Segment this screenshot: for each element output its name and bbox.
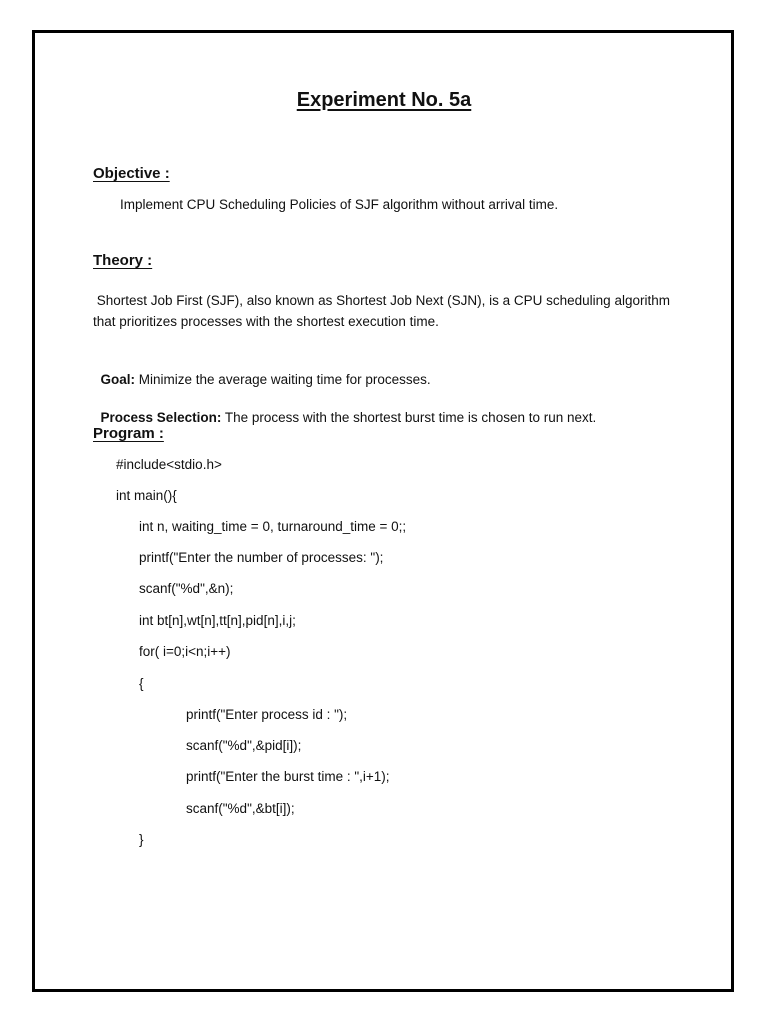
goal-line xyxy=(93,348,431,390)
goal-text: Minimize the average waiting time for processes. xyxy=(135,372,431,387)
code-line: printf("Enter the burst time : ",i+1); xyxy=(186,769,390,784)
code-line: scanf("%d",&n); xyxy=(139,581,234,596)
process-selection-label: Process Selection: xyxy=(100,410,222,425)
code-line: #include<stdio.h> xyxy=(116,457,222,472)
objective-heading: Objective : xyxy=(93,165,170,182)
code-line: printf("Enter the number of processes: "); xyxy=(139,550,384,565)
code-line: for( i=0;i<n;i++) xyxy=(139,644,231,659)
code-line: int main(){ xyxy=(116,488,177,503)
theory-paragraph-line2: that prioritizes processes with the shortest execution time. xyxy=(93,314,439,329)
program-heading: Program : xyxy=(93,425,164,442)
code-line: scanf("%d",&pid[i]); xyxy=(186,738,302,753)
code-line: scanf("%d",&bt[i]); xyxy=(186,801,295,816)
objective-text: Implement CPU Scheduling Policies of SJF algorithm without arrival time. xyxy=(120,197,559,212)
document-title: Experiment No. 5a xyxy=(296,89,472,111)
process-selection-line xyxy=(93,386,596,428)
theory-paragraph-line1: Shortest Job First (SJF), also known as Shortest Job Next (SJN), is a CPU scheduling algorithm xyxy=(93,293,670,308)
code-line: int bt[n],wt[n],tt[n],pid[n],i,j; xyxy=(139,613,296,628)
code-line: } xyxy=(139,832,144,847)
theory-heading: Theory : xyxy=(93,252,153,269)
code-line: printf("Enter process id : "); xyxy=(186,707,348,722)
goal-label: Goal: xyxy=(100,372,136,387)
process-selection-text: The process with the shortest burst time is chosen to run next. xyxy=(221,410,597,425)
code-line: int n, waiting_time = 0, turnaround_time = 0;; xyxy=(139,519,407,534)
code-line: { xyxy=(139,676,144,691)
